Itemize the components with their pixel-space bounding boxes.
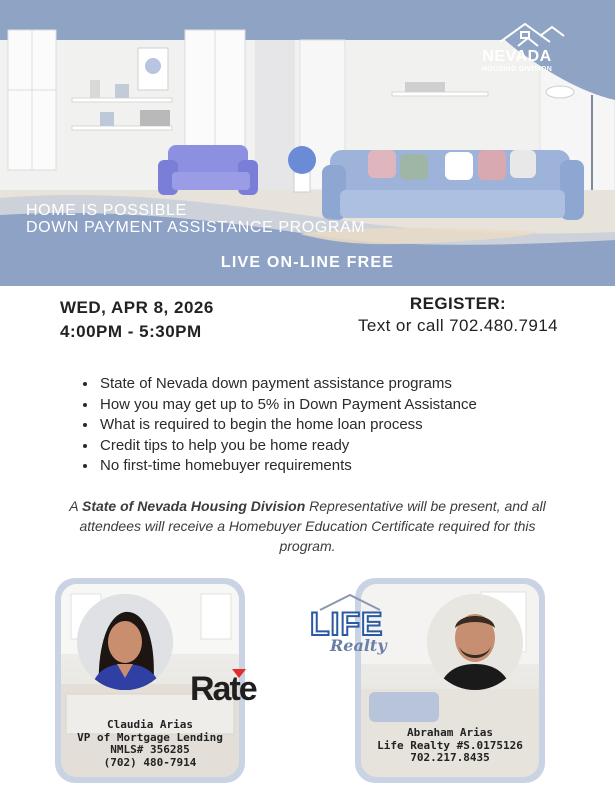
presenter-title: Life Realty #S.0175126 (377, 738, 523, 752)
logo-subtitle: HOUSING DIVISION (481, 66, 553, 73)
life-realty-logo (310, 600, 405, 660)
avatar (77, 594, 173, 690)
rate-logo-accent-icon (232, 669, 246, 678)
presenter-phone: 702.217.8435 (410, 751, 490, 764)
hero-banner (0, 0, 615, 286)
event-date: WED, APR 8, 2026 (60, 298, 214, 317)
list-item: • Credit tips to help you be home ready (98, 436, 477, 457)
live-online-label: LIVE ON-LINE FREE (220, 254, 395, 271)
rate-logo: Rate (190, 670, 256, 708)
portrait-abraham (427, 594, 523, 690)
presenter-phone: (702) 480-7914 (103, 755, 197, 769)
note-organization: State of Nevada Housing Division (81, 498, 306, 514)
register-block (318, 293, 598, 337)
list-item: • No first-time homebuyer requirements (98, 456, 477, 477)
logo-name: NEVADA (482, 48, 552, 65)
register-contact: Text or call 702.480.7914 (358, 316, 558, 335)
portrait-claudia (77, 594, 173, 690)
headline-line-2: DOWN PAYMENT ASSISTANCE PROGRAM (26, 219, 366, 236)
note-prefix: A (69, 498, 82, 514)
realty-logo-text: Realty (330, 636, 387, 655)
list-item: • What is required to begin the home loan process (98, 415, 477, 436)
avatar (427, 594, 523, 690)
event-time: 4:00PM - 5:30PM (60, 322, 202, 341)
presenter-title: VP of Mortgage Lending (77, 730, 223, 744)
presenter-name: Claudia Arias (106, 718, 194, 731)
note-suffix: Representative will be present, and all attendees will receive a Homebuyer Education Certificate required for this program. (79, 498, 546, 554)
program-headline (26, 202, 365, 236)
headline-line-1: HOME IS POSSIBLE (26, 202, 187, 219)
topic-list (78, 374, 477, 477)
presenter-name: Abraham Arias (406, 726, 494, 739)
presenter-caption-claudia (61, 719, 239, 769)
list-item: • How you may get up to 5% in Down Payment Assistance (98, 395, 477, 416)
nevada-housing-logo (471, 22, 563, 74)
life-logo-text: LIFE (310, 606, 384, 642)
presenter-caption-abraham (361, 727, 539, 765)
attendance-note (60, 496, 555, 556)
list-item: • State of Nevada down payment assistance programs (98, 374, 477, 395)
event-datetime (60, 296, 214, 344)
presenter-license: NMLS# 356285 (110, 743, 190, 756)
register-title: REGISTER: (409, 294, 507, 313)
